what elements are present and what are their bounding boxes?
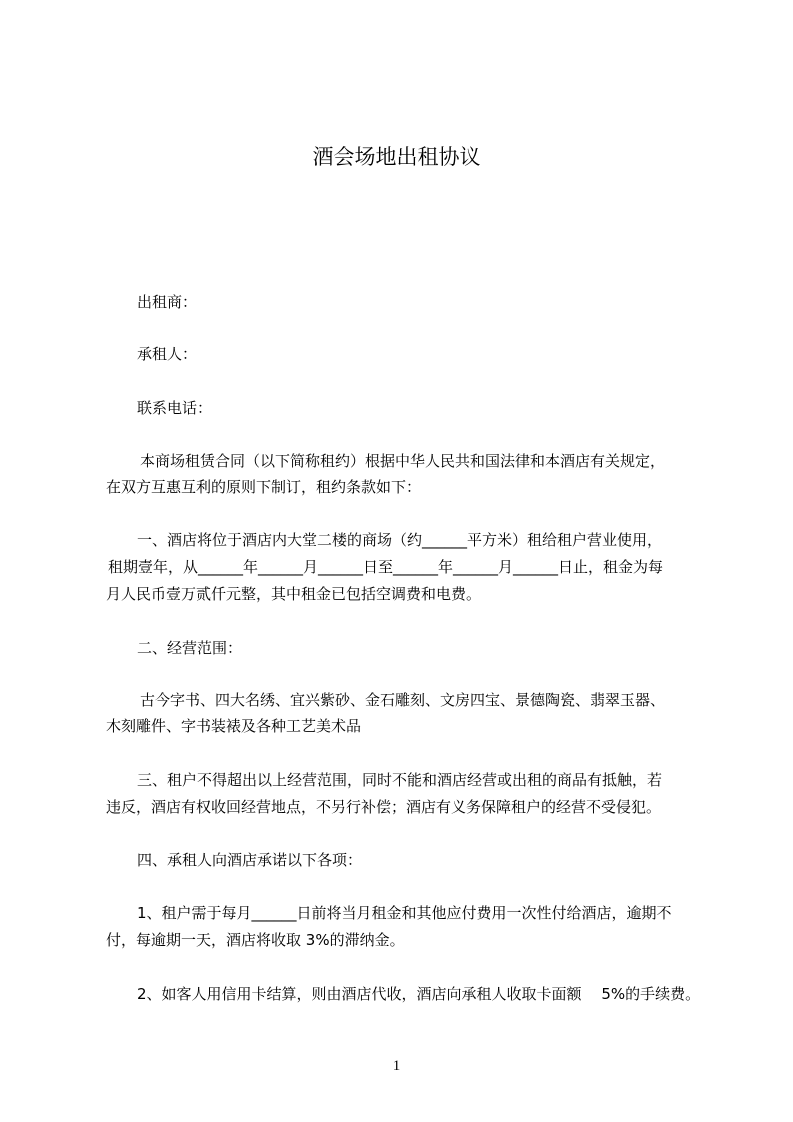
clause1-line-2: 租期壹年，从______年______月______日至______年______月______日止，租金为每 (108, 558, 664, 576)
document-title: 酒会场地出租协议 (312, 145, 481, 169)
clause1-line-3: 月人民币壹万贰仟元整，其中租金已包括空调费和电费。 (106, 585, 482, 603)
clause3-line-1: 三、租户不得超出以上经营范围，同时不能和酒店经营或出租的商品有抵触，若 (137, 771, 663, 789)
intro-line-1: 本商场租赁合同（以下简称租约）根据中华人民共和国法律和本酒店有关规定， (140, 452, 666, 470)
page-number: 1 (392, 1058, 401, 1074)
item2-line: 2、如客人用信用卡结算，则由酒店代收，酒店向承租人收取卡面额 5%的手续费。 (137, 985, 701, 1003)
clause2-heading: 二、经营范围： (137, 639, 243, 657)
lessor-field: 出租商： (137, 293, 198, 311)
item1-line-2: 付，每逾期一天，酒店将收取 3%的滞纳金。 (106, 931, 405, 949)
clause1-line-1: 一、酒店将位于酒店内大堂二楼的商场（约______平方米）租给租户营业使用， (137, 531, 663, 549)
clause2-line-2: 木刻雕件、字书装裱及各种工艺美术品 (106, 717, 362, 735)
clause3-line-2: 违反，酒店有权收回经营地点，不另行补偿；酒店有义务保障租户的经营不受侵犯。 (106, 798, 662, 816)
phone-field: 联系电话： (137, 399, 213, 417)
clause4-heading: 四、承租人向酒店承诺以下各项： (137, 851, 363, 869)
item1-line-1: 1、租户需于每月______日前将当月租金和其他应付费用一次性付给酒店，逾期不 (137, 904, 672, 922)
lessee-field: 承租人： (137, 345, 198, 363)
clause2-line-1: 古今字书、四大名绣、宜兴紫砂、金石雕刻、文房四宝、景德陶瓷、翡翠玉器、 (140, 691, 666, 709)
intro-line-2: 在双方互惠互利的原则下制订，租约条款如下： (106, 478, 422, 496)
